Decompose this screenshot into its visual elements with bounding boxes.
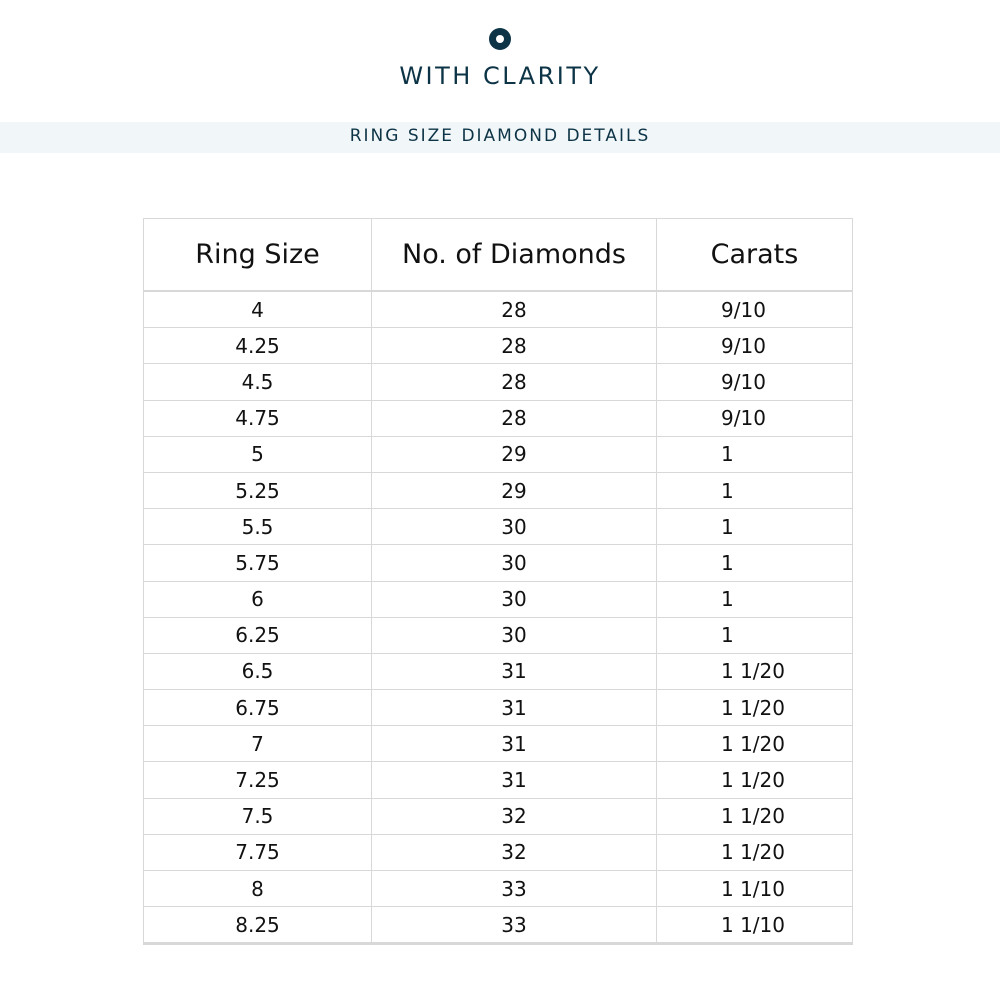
diamond-count-cell: 32 bbox=[372, 834, 657, 870]
carat-cell: 1 bbox=[657, 472, 853, 508]
ring-size-cell: 8.25 bbox=[144, 907, 372, 944]
diamond-count-cell: 31 bbox=[372, 762, 657, 798]
carat-cell: 1 1/10 bbox=[657, 907, 853, 944]
table-row bbox=[144, 328, 853, 364]
column-header-ring-size: Ring Size bbox=[144, 219, 372, 292]
ring-size-cell: 7.5 bbox=[144, 798, 372, 834]
ring-size-cell: 8 bbox=[144, 871, 372, 907]
table-row bbox=[144, 364, 853, 400]
diamond-count-cell: 28 bbox=[372, 328, 657, 364]
brand-logo-icon bbox=[489, 28, 511, 50]
diamond-count-cell: 31 bbox=[372, 690, 657, 726]
carat-cell: 1 bbox=[657, 436, 853, 472]
table-row bbox=[144, 907, 853, 944]
table-row bbox=[144, 871, 853, 907]
table-row bbox=[144, 726, 853, 762]
table-row bbox=[144, 581, 853, 617]
diamond-count-cell: 28 bbox=[372, 400, 657, 436]
diamond-count-cell: 29 bbox=[372, 472, 657, 508]
table-row bbox=[144, 653, 853, 689]
ring-size-cell: 4.5 bbox=[144, 364, 372, 400]
carat-cell: 9/10 bbox=[657, 291, 853, 328]
diamond-count-cell: 30 bbox=[372, 545, 657, 581]
table-row bbox=[144, 400, 853, 436]
page-title: RING SIZE DIAMOND DETAILS bbox=[349, 126, 651, 146]
ring-size-cell: 4 bbox=[144, 291, 372, 328]
column-header-carats: Carats bbox=[657, 219, 853, 292]
carat-cell: 9/10 bbox=[657, 400, 853, 436]
ring-size-cell: 6 bbox=[144, 581, 372, 617]
ring-size-cell: 5.5 bbox=[144, 509, 372, 545]
carat-cell: 9/10 bbox=[657, 328, 853, 364]
carat-cell: 1 1/20 bbox=[657, 653, 853, 689]
carat-cell: 1 bbox=[657, 617, 853, 653]
diamond-count-cell: 30 bbox=[372, 581, 657, 617]
carat-cell: 9/10 bbox=[657, 364, 853, 400]
table-header-row bbox=[144, 219, 853, 292]
table-row bbox=[144, 617, 853, 653]
diamond-count-cell: 33 bbox=[372, 907, 657, 944]
column-header-no-of-diamonds: No. of Diamonds bbox=[372, 219, 657, 292]
diamond-count-cell: 28 bbox=[372, 364, 657, 400]
table-row bbox=[144, 690, 853, 726]
diamond-count-cell: 28 bbox=[372, 291, 657, 328]
brand-name: WITH CLARITY bbox=[399, 62, 601, 90]
ring-size-cell: 4.25 bbox=[144, 328, 372, 364]
ring-size-cell: 6.25 bbox=[144, 617, 372, 653]
table-row bbox=[144, 762, 853, 798]
diamond-count-cell: 31 bbox=[372, 726, 657, 762]
ring-size-cell: 7 bbox=[144, 726, 372, 762]
ring-size-table bbox=[143, 218, 853, 945]
carat-cell: 1 1/20 bbox=[657, 690, 853, 726]
table-body bbox=[144, 291, 853, 944]
diamond-count-cell: 30 bbox=[372, 509, 657, 545]
diamond-count-cell: 31 bbox=[372, 653, 657, 689]
diamond-count-cell: 30 bbox=[372, 617, 657, 653]
carat-cell: 1 1/10 bbox=[657, 871, 853, 907]
carat-cell: 1 1/20 bbox=[657, 798, 853, 834]
diamond-count-cell: 33 bbox=[372, 871, 657, 907]
ring-size-cell: 5 bbox=[144, 436, 372, 472]
ring-size-cell: 5.25 bbox=[144, 472, 372, 508]
table-row bbox=[144, 509, 853, 545]
ring-size-cell: 5.75 bbox=[144, 545, 372, 581]
diamond-count-cell: 29 bbox=[372, 436, 657, 472]
table-row bbox=[144, 545, 853, 581]
table-row bbox=[144, 472, 853, 508]
carat-cell: 1 1/20 bbox=[657, 762, 853, 798]
ring-size-cell: 4.75 bbox=[144, 400, 372, 436]
table-row bbox=[144, 291, 853, 328]
carat-cell: 1 1/20 bbox=[657, 834, 853, 870]
table-row bbox=[144, 436, 853, 472]
table-row bbox=[144, 798, 853, 834]
ring-size-cell: 6.5 bbox=[144, 653, 372, 689]
ring-size-cell: 6.75 bbox=[144, 690, 372, 726]
subtitle-band bbox=[0, 122, 1000, 153]
ring-size-cell: 7.75 bbox=[144, 834, 372, 870]
table-row bbox=[144, 834, 853, 870]
carat-cell: 1 bbox=[657, 581, 853, 617]
carat-cell: 1 bbox=[657, 545, 853, 581]
diamond-count-cell: 32 bbox=[372, 798, 657, 834]
ring-size-cell: 7.25 bbox=[144, 762, 372, 798]
carat-cell: 1 bbox=[657, 509, 853, 545]
carat-cell: 1 1/20 bbox=[657, 726, 853, 762]
